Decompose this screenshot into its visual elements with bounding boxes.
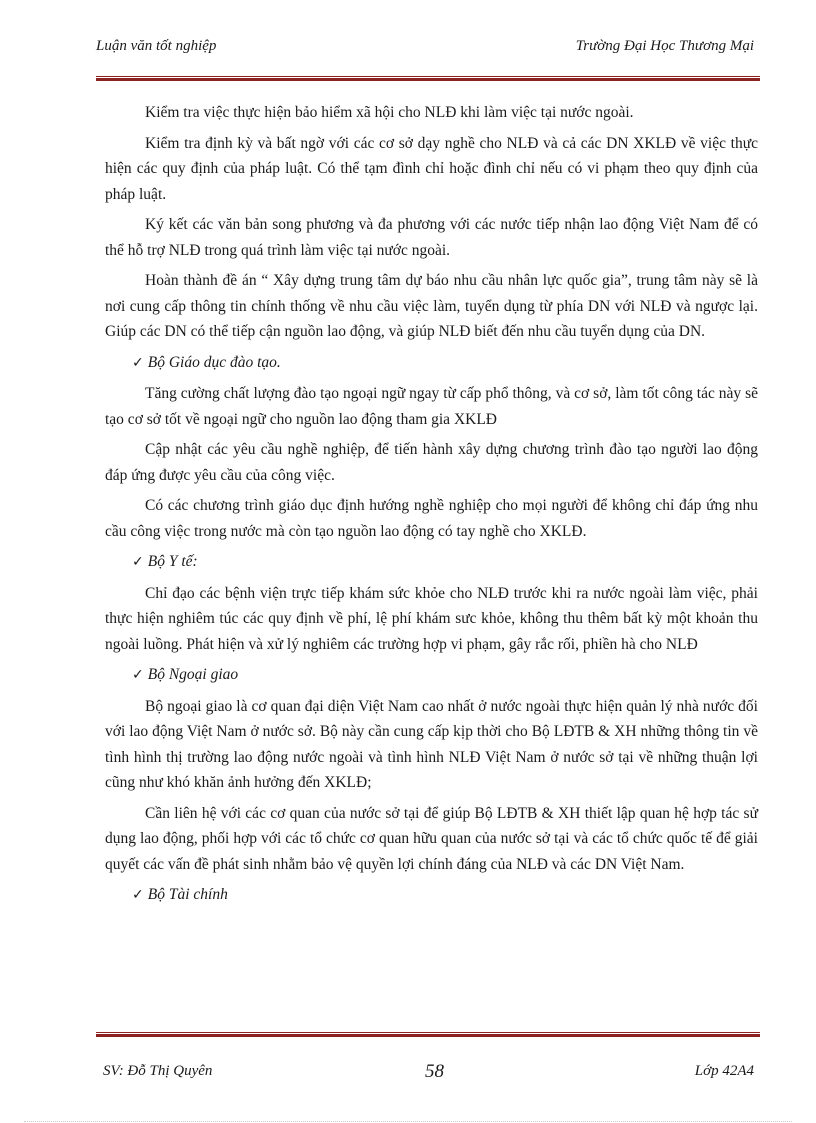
- body-paragraph: Tăng cường chất lượng đào tạo ngoại ngữ ngay từ cấp phổ thông, và cơ sở, làm tốt công tác này sẽ tạo cơ sở tốt về ngoại ngữ cho nguồn lao động tham gia XKLĐ: [105, 385, 758, 428]
- page-header: [96, 38, 754, 60]
- footer-student-name: SV: Đỗ Thị Quyên: [103, 1063, 213, 1079]
- header-thesis-title: Luận văn tốt nghiệp: [96, 38, 217, 54]
- body-paragraph: Có các chương trình giáo dục định hướng nghề nghiệp cho mọi người để không chỉ đáp ứng nhu cầu công việc trong nước mà còn tạo nguồn lao động có tay nghề cho XKLĐ.: [105, 497, 758, 540]
- body-paragraph: Cần liên hệ với các cơ quan của nước sở tại để giúp Bộ LĐTB & XH thiết lập quan hệ hợp tác sử dụng lao động, phối hợp với các tổ chức cơ quan hữu quan của nước sở tại và các tổ chức quốc tế để giải quyết các vấn đề phát sinh nhằm bảo vệ quyền lợi chính đáng của NLĐ và các DN Việt Nam.: [105, 804, 758, 873]
- section-heading-text: Bộ Tài chính: [147, 886, 228, 903]
- body-paragraph: Kiểm tra định kỳ và bất ngờ với các cơ sở dạy nghề cho NLĐ và cả các DN XKLĐ về việc thực hiện các quy định của pháp luật. Có thể tạm đình chỉ hoặc đình chỉ nếu có vi phạm theo quy định của pháp luật.: [105, 134, 758, 203]
- checkmark-icon: ✓: [132, 887, 144, 903]
- body-paragraph: Hoàn thành đề án “ Xây dựng trung tâm dự báo nhu cầu nhân lực quốc gia”, trung tâm này sẽ là nơi cung cấp thông tin chính thống về nhu cầu việc làm, tuyển dụng từ phía DN với NLĐ và ngược lại. Giúp các DN có thể tiếp cận nguồn lao động, và giúp NLĐ biết đến nhu cầu tuyển dụng của DN.: [105, 272, 758, 340]
- body-paragraph: Kiểm tra việc thực hiện bảo hiểm xã hội cho NLĐ khi làm việc tại nước ngoài.: [145, 104, 634, 121]
- section-heading: [105, 549, 758, 576]
- footer-divider: [96, 1032, 760, 1038]
- body-paragraph: Cập nhật các yêu cầu nghề nghiệp, để tiến hành xây dựng chương trình đào tạo người lao động đáp ứng được yêu cầu của công việc.: [105, 441, 758, 484]
- section-heading-text: Bộ Y tế:: [147, 553, 198, 570]
- section-heading-text: Bộ Ngoại giao: [147, 666, 239, 683]
- checkmark-icon: ✓: [132, 354, 144, 371]
- footer-page-number: 58: [425, 1061, 444, 1082]
- header-divider: [96, 76, 760, 82]
- section-heading: [105, 350, 758, 377]
- body-paragraph: Bộ ngoại giao là cơ quan đại diện Việt Nam cao nhất ở nước ngoài thực hiện quản lý nhà nước đối với lao động Việt Nam ở nước sở. Bộ này cần cung cấp kịp thời cho Bộ LĐTB & XH những thông tin về tình hình thị trường lao động nước ngoài và tình hình NLĐ Việt Nam ở nước sở tại về những thuận lợi cũng như khó khăn ảnh hưởng đến XKLĐ;: [105, 697, 758, 791]
- page-footer: [103, 1063, 754, 1085]
- checkmark-icon: ✓: [132, 667, 144, 683]
- body-paragraph: Ký kết các văn bản song phương và đa phương với các nước tiếp nhận lao động Việt Nam để có thể hỗ trợ NLĐ trong quá trình làm việc tại nước ngoài.: [105, 216, 758, 259]
- checkmark-icon: ✓: [132, 554, 144, 570]
- section-heading: [105, 882, 758, 909]
- header-university: Trường Đại Học Thương Mại: [575, 38, 754, 54]
- section-heading-text: Bộ Giáo dục đào tạo.: [147, 353, 281, 371]
- section-heading: [105, 662, 758, 689]
- page-bottom-dotted-line: [24, 1121, 792, 1122]
- page-body: [105, 100, 758, 914]
- body-paragraph: Chỉ đạo các bệnh viện trực tiếp khám sức khỏe cho NLĐ trước khi ra nước ngoài làm việc, phải thực hiện nghiêm túc các quy định về phí, lệ phí khám sưc khỏe, không thu thêm bất kỳ một khoản thu ngoài luồng. Phát hiện và xử lý nghiêm các trường hợp vi phạm, gây rắc rối, phiền hà cho NLĐ: [105, 584, 758, 653]
- footer-class: Lớp 42A4: [694, 1063, 754, 1079]
